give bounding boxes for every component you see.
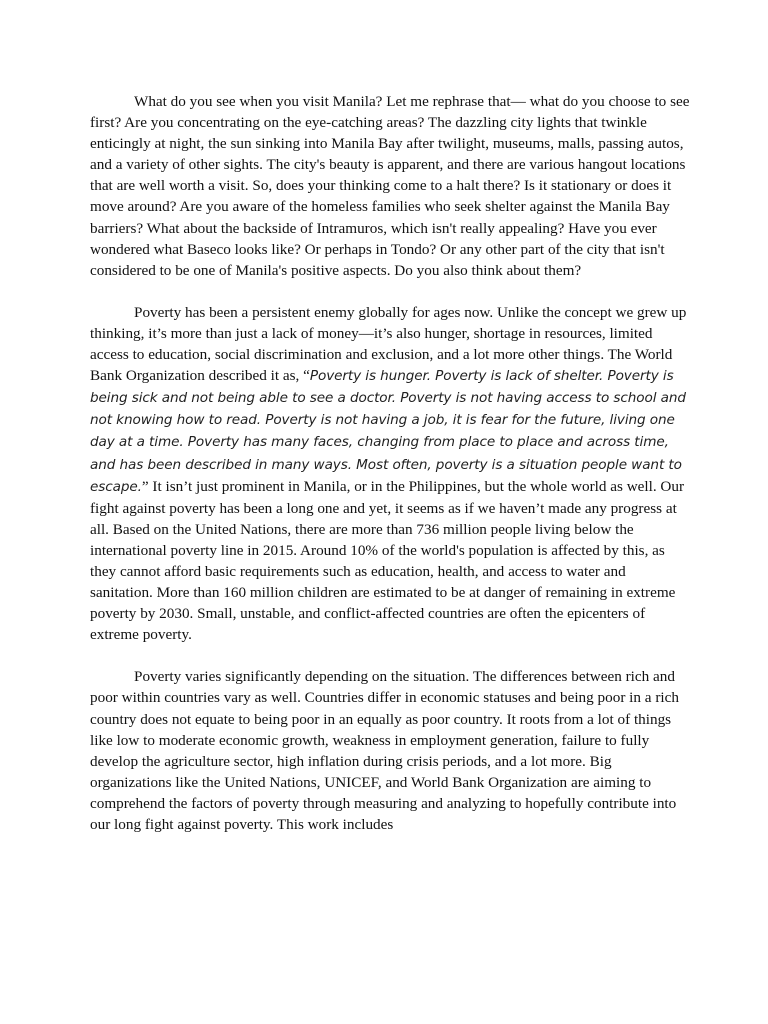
paragraph-poverty-definition	[90, 302, 690, 646]
paragraph-spacer	[90, 645, 690, 666]
paragraph-poverty-variation: Poverty varies significantly depending on the situation. The differences between rich and poor within countries vary as well. Countries differ in economic statuses and being poor in a rich country does not equate to being poor in an equally as poor country. It roots from a lot of things like low to moderate economic growth, weakness in employment generation, failure to fully develop the agriculture sector, high inflation during crisis periods, and a lot more. Big organizations like the United Nations, UNICEF, and World Bank Organization are aiming to comprehend the factors of poverty through measuring and analyzing to hopefully contribute into our long fight against poverty. This work includes	[90, 668, 679, 833]
paragraph-spacer	[90, 281, 690, 302]
poverty-statistics-text: ” It isn’t just prominent in Manila, or in the Philippines, but the whole world as well. Our fight against poverty has been a long one and yet, it seems as if we haven’t made any progress at all. Based on the United Nations, there are more than 736 million people living below the international poverty line in 2015. Around 10% of the world's population is affected by this, as they cannot afford basic requirements such as education, health, and access to water and sanitation. More than 160 million children are estimated to be at danger of remaining in extreme poverty by 2030. Small, unstable, and conflict-affected countries are often the epicenters of extreme poverty.	[90, 477, 685, 644]
paragraph-manila-intro: What do you see when you visit Manila? Let me rephrase that— what do you choose to see first? Are you concentrating on the eye-catching areas? The dazzling city lights that twinkle enticingly at night, the sun sinking into Manila Bay after twilight, museums, malls, passing autos, and a variety of other sights. The city's beauty is apparent, and there are various hangout locations that are well worth a visit. So, does your thinking come to a halt there? Is it stationary or does it move around? Are you aware of the homeless families who seek shelter against the Manila Bay barriers? What about the backside of Intramuros, which isn't really appealing? Have you ever wondered what Baseco looks like? Or perhaps in Tondo? Or any other part of the city that isn't considered to be one of Manila's positive aspects. Do you also think about them?	[90, 93, 690, 279]
poverty-intro-text: Poverty has been a persistent enemy globally for ages now. Unlike the concept we grew up thinking, it’s more than just a lack of money—it’s also hunger, shortage in resources, limited access to education, social discrimination and exclusion, and a lot more other things. The World Bank Organization described it as, “	[90, 303, 687, 385]
world-bank-quote: Poverty is hunger. Poverty is lack of shelter. Poverty is being sick and not being able to see a doctor. Poverty is not having access to school and not knowing how to read. Poverty is not having a job, it is fear for the future, living one day at a time. Poverty has many faces, changing from place to place and across time, and has been described in many ways. Most often, poverty is a situation people want to escape.	[90, 368, 686, 495]
document-page	[90, 91, 690, 835]
